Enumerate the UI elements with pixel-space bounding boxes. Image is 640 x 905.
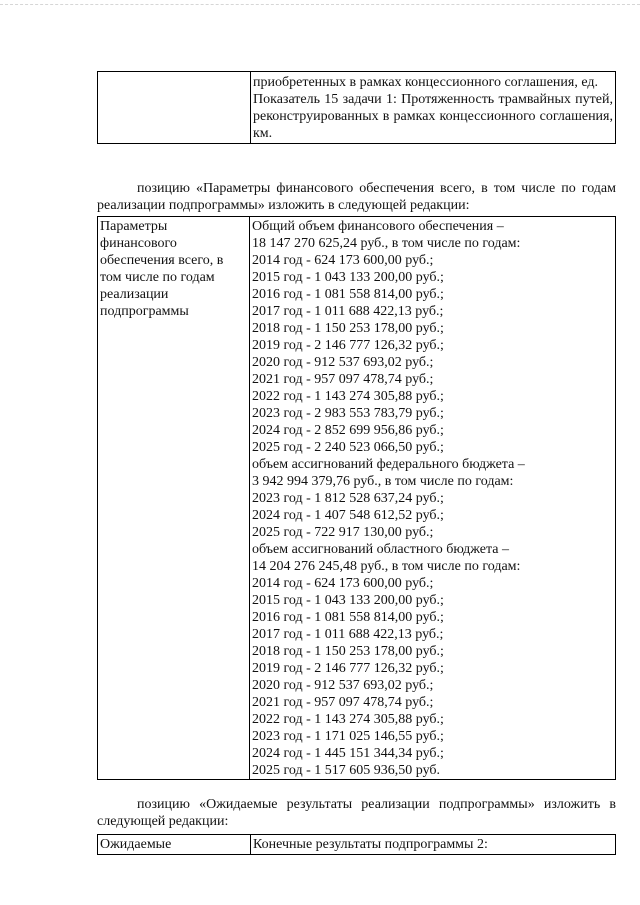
finance-line: 2024 год - 1 445 151 344,34 руб.;: [252, 746, 444, 761]
finance-line: 2023 год - 1 812 528 637,24 руб.;: [252, 491, 444, 506]
finance-line: 2017 год - 1 011 688 422,13 руб.;: [252, 304, 444, 319]
results-table: [97, 834, 616, 855]
finance-line: 3 942 994 379,76 руб., в том числе по годам:: [252, 474, 514, 489]
finance-line: 2016 год - 1 081 558 814,00 руб.;: [252, 287, 444, 302]
finance-line: 2018 год - 1 150 253 178,00 руб.;: [252, 321, 444, 336]
finance-line: 2019 год - 2 146 777 126,32 руб.;: [252, 661, 444, 676]
finance-line: 2014 год - 624 173 600,00 руб.;: [252, 576, 434, 591]
table-row: [98, 835, 616, 855]
finance-line: 2015 год - 1 043 133 200,00 руб.;: [252, 593, 444, 608]
finance-line: Общий объем финансового обеспечения –: [252, 219, 504, 234]
table-row: [98, 72, 616, 144]
finance-parameters-table: [97, 216, 616, 780]
finance-line: 2022 год - 1 143 274 305,88 руб.;: [252, 712, 444, 727]
finance-values-cell: [250, 217, 616, 780]
finance-line: 2023 год - 1 171 025 146,55 руб.;: [252, 729, 444, 744]
finance-line: объем ассигнований федерального бюджета –: [252, 457, 525, 472]
finance-lines: [252, 218, 613, 779]
empty-label-cell: [98, 72, 251, 144]
finance-line: 2020 год - 912 537 693,02 руб.;: [252, 678, 434, 693]
finance-line: 2015 год - 1 043 133 200,00 руб.;: [252, 270, 444, 285]
finance-label: Параметры финансового обеспечения всего, в том числе по годам реализации подпрограммы: [100, 219, 224, 319]
finance-line: 2025 год - 2 240 523 066,50 руб.;: [252, 440, 444, 455]
indicator-text: приобретенных в рамках концессионного соглашения, ед. Показатель 15 задачи 1: Протяженность трамвайных путей, реконструированных в рамках концессионного соглашения, км.: [253, 75, 613, 141]
finance-line: 2018 год - 1 150 253 178,00 руб.;: [252, 644, 444, 659]
finance-line: 2025 год - 722 917 130,00 руб.;: [252, 525, 434, 540]
finance-line: 2017 год - 1 011 688 422,13 руб.;: [252, 627, 444, 642]
finance-line: 2020 год - 912 537 693,02 руб.;: [252, 355, 434, 370]
finance-line: 18 147 270 625,24 руб., в том числе по годам:: [252, 236, 521, 251]
finance-line: объем ассигнований областного бюджета –: [252, 542, 509, 557]
page-top-edge: [0, 4, 640, 5]
finance-position-paragraph: позицию «Параметры финансового обеспечения всего, в том числе по годам реализации подпрограммы» изложить в следующей редакции:: [97, 181, 616, 213]
finance-label-cell: [98, 217, 250, 780]
finance-line: 2021 год - 957 097 478,74 руб.;: [252, 372, 434, 387]
finance-line: 14 204 276 245,48 руб., в том числе по годам:: [252, 559, 521, 574]
results-value: Конечные результаты подпрограммы 2:: [253, 837, 488, 852]
finance-line: 2025 год - 1 517 605 936,50 руб.: [252, 763, 441, 778]
results-label-cell: [98, 835, 251, 855]
results-position-paragraph: позицию «Ожидаемые результаты реализации подпрограммы» изложить в следующей редакции:: [97, 797, 616, 829]
finance-line: 2021 год - 957 097 478,74 руб.;: [252, 695, 434, 710]
table-row: [98, 217, 616, 780]
results-value-cell: [251, 835, 616, 855]
finance-line: 2024 год - 1 407 548 612,52 руб.;: [252, 508, 444, 523]
finance-line: 2023 год - 2 983 553 783,79 руб.;: [252, 406, 444, 421]
indicator-text-cell: [251, 72, 616, 144]
finance-line: 2024 год - 2 852 699 956,86 руб.;: [252, 423, 444, 438]
finance-line: 2022 год - 1 143 274 305,88 руб.;: [252, 389, 444, 404]
finance-line: 2016 год - 1 081 558 814,00 руб.;: [252, 610, 444, 625]
indicators-table-continued: [97, 71, 616, 144]
finance-line: 2019 год - 2 146 777 126,32 руб.;: [252, 338, 444, 353]
finance-line: 2014 год - 624 173 600,00 руб.;: [252, 253, 434, 268]
results-label: Ожидаемые: [100, 837, 172, 852]
